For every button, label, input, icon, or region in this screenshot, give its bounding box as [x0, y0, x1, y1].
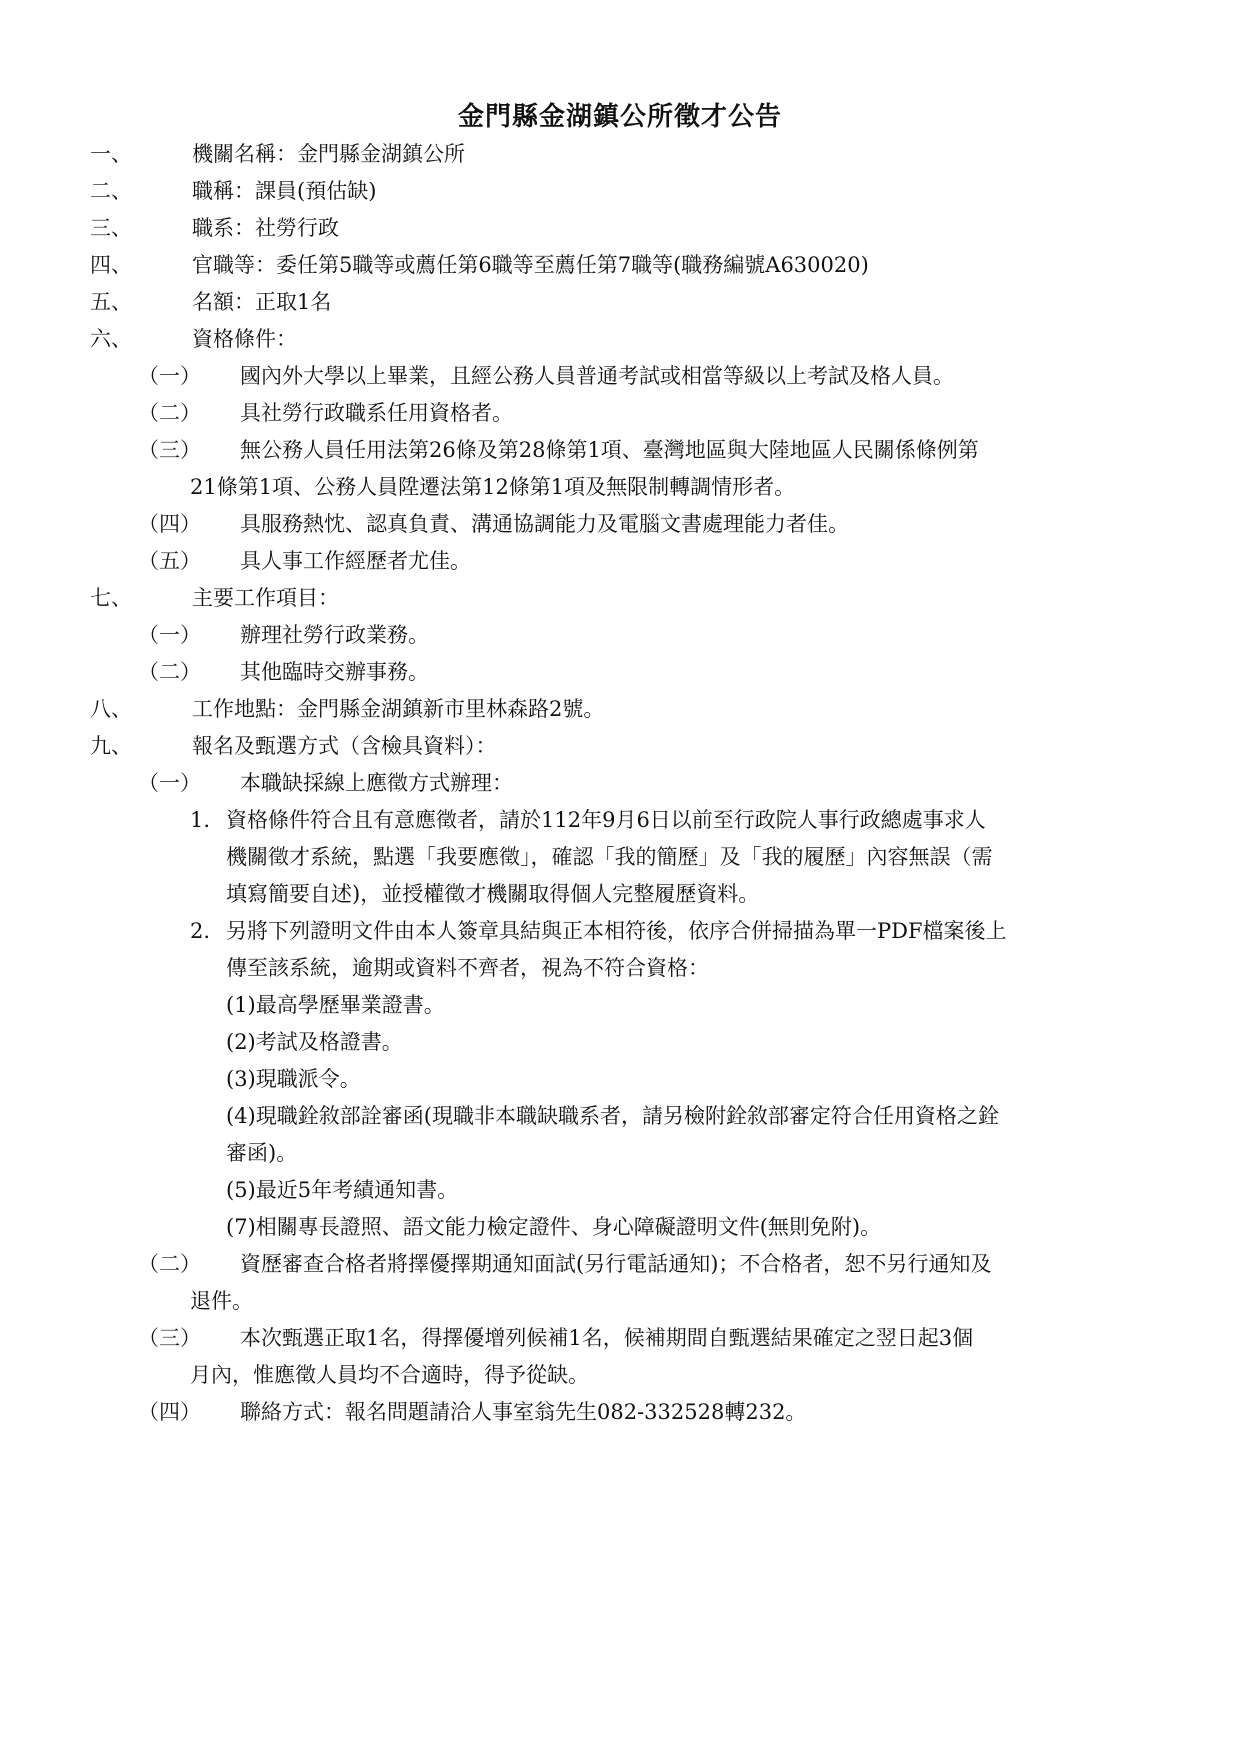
item-application-method — [0, 728, 1240, 765]
point-text: 資格條件符合且有意應徵者，請於112年9月6日以前至行政院人事行政總處事求人 — [226, 808, 986, 832]
sub-item-number: （一） — [138, 623, 201, 647]
item-text: 官職等：委任第5職等或薦任第6職等至薦任第7職等(職務編號A630020) — [192, 253, 869, 277]
sub-item-number: （一） — [138, 364, 201, 388]
point-number: 1. — [190, 808, 211, 832]
point-text: 另將下列證明文件由本人簽章具結與正本相符後，依序合併掃描為單一PDF檔案後上 — [226, 919, 1007, 943]
item-number: 一、 — [90, 142, 132, 166]
point-text: 傳至該系統，逾期或資料不齊者，視為不符合資格： — [226, 956, 709, 980]
sub-item — [0, 654, 1240, 691]
sub-item-text: 退件。 — [190, 1289, 253, 1313]
document-item — [0, 1172, 1240, 1209]
document-item-continuation — [0, 1135, 1240, 1172]
sub-item-text: 聯絡方式：報名問題請洽人事室翁先生082-332528轉232。 — [240, 1400, 807, 1424]
item-qualifications — [0, 321, 1240, 358]
point-continuation — [0, 876, 1240, 913]
sub-item-number: （三） — [138, 1326, 201, 1350]
sub-item-text: 其他臨時交辦事務。 — [240, 660, 429, 684]
document-text: (2)考試及格證書。 — [226, 1030, 403, 1054]
point-item — [0, 802, 1240, 839]
sub-item-text: 具社勞行政職系任用資格者。 — [240, 401, 513, 425]
document-item — [0, 1209, 1240, 1246]
sub-item-contact — [0, 1394, 1240, 1431]
item-number: 八、 — [90, 697, 132, 721]
item-text: 機關名稱：金門縣金湖鎮公所 — [192, 142, 465, 166]
sub-item-number: （二） — [138, 1252, 201, 1276]
point-text: 機關徵才系統，點選「我要應徵」，確認「我的簡歷」及「我的履歷」內容無誤（需 — [226, 845, 993, 869]
point-continuation — [0, 950, 1240, 987]
sub-item-text: 月內，惟應徵人員均不合適時，得予從缺。 — [190, 1363, 589, 1387]
document-item — [0, 1061, 1240, 1098]
item-grade — [0, 247, 1240, 284]
sub-item — [0, 1320, 1240, 1357]
sub-item-text: 辦理社勞行政業務。 — [240, 623, 429, 647]
item-number: 五、 — [90, 290, 132, 314]
item-number: 六、 — [90, 327, 132, 351]
item-number: 三、 — [90, 216, 132, 240]
item-number: 二、 — [90, 179, 132, 203]
page-title: 金門縣金湖鎮公所徵才公告 — [457, 102, 782, 132]
sub-item-number: （一） — [138, 771, 201, 795]
sub-item-continuation — [0, 1357, 1240, 1394]
item-work-location — [0, 691, 1240, 728]
point-item — [0, 913, 1240, 950]
document-item — [0, 1098, 1240, 1135]
sub-item-text: 具人事工作經歷者尤佳。 — [240, 549, 471, 573]
announcement-body — [0, 136, 1240, 1431]
sub-item-number: （二） — [138, 401, 201, 425]
sub-item-number: （二） — [138, 660, 201, 684]
sub-item — [0, 506, 1240, 543]
sub-item-text: 21條第1項、公務人員陞遷法第12條第1項及無限制轉調情形者。 — [190, 475, 796, 499]
point-continuation — [0, 839, 1240, 876]
item-number: 七、 — [90, 586, 132, 610]
item-agency-name — [0, 136, 1240, 173]
item-text: 資格條件： — [192, 327, 297, 351]
sub-item-text: 無公務人員任用法第26條及第28條第1項、臺灣地區與大陸地區人民關係條例第 — [240, 438, 979, 462]
sub-item — [0, 432, 1240, 469]
item-job-series — [0, 210, 1240, 247]
point-text: 填寫簡要自述)，並授權徵才機關取得個人完整履歷資料。 — [226, 882, 760, 906]
sub-item — [0, 765, 1240, 802]
item-text: 名額：正取1名 — [192, 290, 332, 314]
document-text: (7)相關專長證照、語文能力檢定證件、身心障礙證明文件(無則免附)。 — [226, 1215, 882, 1239]
item-text: 職稱：課員(預估缺) — [192, 179, 377, 203]
item-text: 報名及甄選方式（含檢具資料）： — [192, 734, 497, 758]
document-text: (5)最近5年考績通知書。 — [226, 1178, 459, 1202]
point-number: 2. — [190, 919, 211, 943]
item-main-duties — [0, 580, 1240, 617]
sub-item — [0, 395, 1240, 432]
item-number: 九、 — [90, 734, 132, 758]
item-quota — [0, 284, 1240, 321]
sub-item-text: 本職缺採線上應徵方式辦理： — [240, 771, 513, 795]
sub-item — [0, 358, 1240, 395]
document-text: (1)最高學歷畢業證書。 — [226, 993, 445, 1017]
document-text: 審函)。 — [226, 1141, 298, 1165]
sub-item-number: （五） — [138, 549, 201, 573]
sub-item-number: （四） — [138, 512, 201, 536]
sub-item-number: （四） — [138, 1400, 201, 1424]
sub-item-text: 本次甄選正取1名，得擇優增列候補1名，候補期間自甄選結果確定之翌日起3個 — [240, 1326, 974, 1350]
sub-item-number: （三） — [138, 438, 201, 462]
item-text: 主要工作項目： — [192, 586, 339, 610]
item-number: 四、 — [90, 253, 132, 277]
document-text: (4)現職銓敘部詮審函(現職非本職缺職系者，請另檢附銓敘部審定符合任用資格之銓 — [226, 1104, 999, 1128]
sub-item — [0, 1246, 1240, 1283]
item-text: 職系：社勞行政 — [192, 216, 339, 240]
document-item — [0, 987, 1240, 1024]
sub-item-continuation — [0, 1283, 1240, 1320]
sub-item — [0, 617, 1240, 654]
sub-item-text: 具服務熱忱、認真負責、溝通協調能力及電腦文書處理能力者佳。 — [240, 512, 849, 536]
sub-item — [0, 543, 1240, 580]
document-text: (3)現職派令。 — [226, 1067, 361, 1091]
item-job-title — [0, 173, 1240, 210]
sub-item-text: 資歷審查合格者將擇優擇期通知面試(另行電話通知)；不合格者，恕不另行通知及 — [240, 1252, 992, 1276]
document-item — [0, 1024, 1240, 1061]
sub-item-continuation — [0, 469, 1240, 506]
sub-item-text: 國內外大學以上畢業，且經公務人員普通考試或相當等級以上考試及格人員。 — [240, 364, 954, 388]
item-text: 工作地點：金門縣金湖鎮新市里林森路2號。 — [192, 697, 605, 721]
